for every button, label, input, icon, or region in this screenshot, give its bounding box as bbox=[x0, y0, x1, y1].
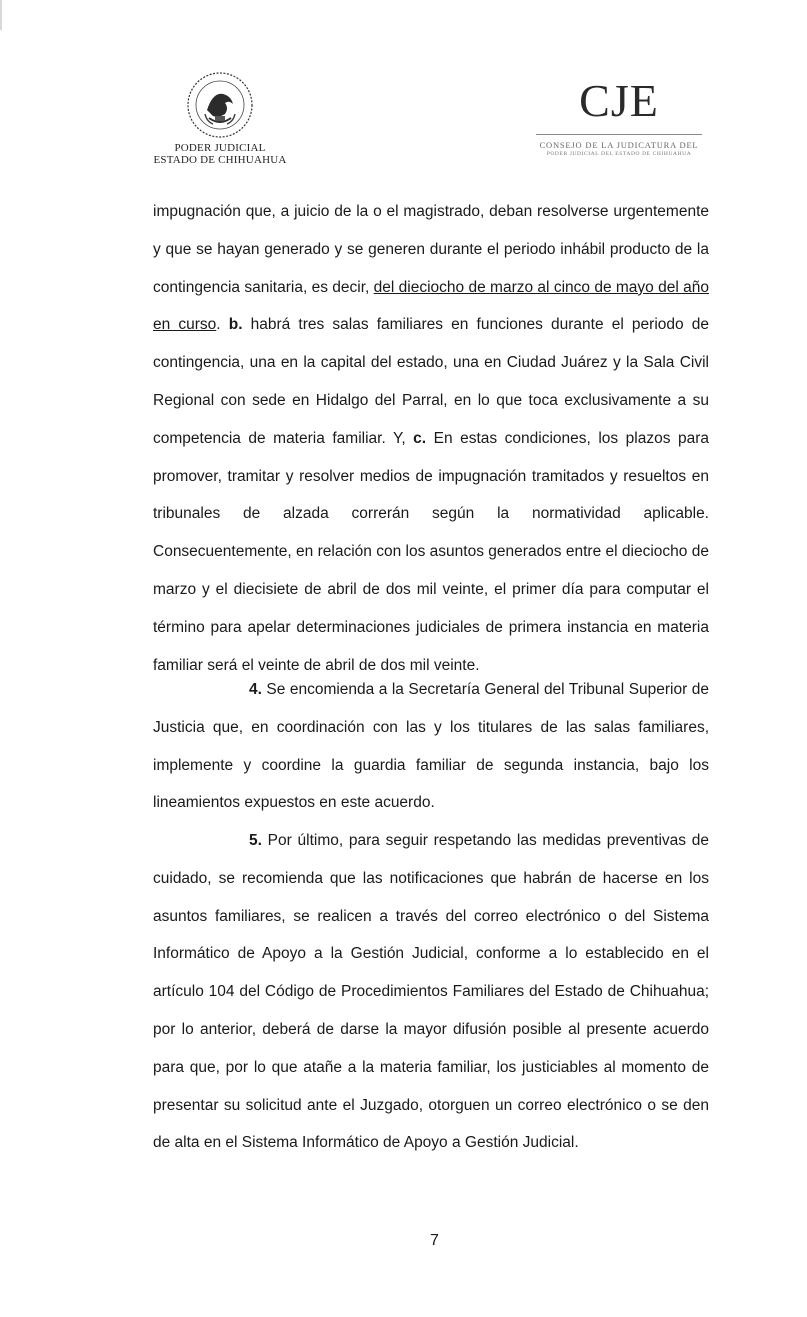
text-run: En estas condiciones, los plazos para promover, tramitar y resolver medios de impugnación tramitados y resueltos en tribunales de alzada correrán según la normatividad aplicable. Consecuentemente, en relación con los asuntos generados entre el dieciocho de marzo y el diecisiete de abril de dos mil veinte, el primer día para computar el término para apelar determinaciones judiciales de primera instancia en materia familiar será el veinte de abril de dos mil veinte. bbox=[153, 429, 709, 674]
cje-divider bbox=[536, 134, 702, 135]
cje-subtitle-line2: PODER JUDICIAL DEL ESTADO DE CHIHUAHUA bbox=[546, 151, 692, 157]
paragraph-text: Por último, para seguir respetando las medidas preventivas de cuidado, se recomienda que las notificaciones que habrán de hacerse en los asuntos familiares, se realicen a través del correo electrónico o del Sistema Informático de Apoyo a la Gestión Judicial, conforme a lo establecido en el artículo 104 del Código de Procedimientos Familiares del Estado de Chihuahua; por lo anterior, deberá de darse la mayor difusión posible al presente acuerdo para que, por lo que atañe a la materia familiar, los justiciables al momento de presentar su solicitud ante el Juzgado, otorguen un correo electrónico o se den de alta en el Sistema Informático de Apoyo a Gestión Judicial. bbox=[153, 832, 709, 1152]
paragraph-number: 4. bbox=[249, 681, 262, 698]
paragraph-continuation bbox=[153, 193, 709, 684]
page-edge bbox=[0, 0, 2, 30]
paragraph-5 bbox=[153, 822, 709, 1162]
page-number: 7 bbox=[430, 1232, 439, 1249]
paragraph-4 bbox=[153, 671, 709, 822]
underlined-date-range: del dieciocho de marzo al cinco de mayo del año en curso bbox=[153, 278, 709, 334]
item-label-b: b. bbox=[228, 316, 243, 334]
poder-judicial-label: PODER JUDICIAL bbox=[174, 142, 266, 154]
coat-of-arms-icon bbox=[185, 70, 255, 140]
cje-header bbox=[536, 75, 702, 158]
cje-logo: CJE bbox=[579, 75, 659, 126]
text-run: . bbox=[216, 316, 229, 334]
text-run: impugnación que, a juicio de la o el magistrado, deban resolverse urgentemente y que se hayan generado y se generen durante el periodo inhábil producto de la contingencia sanitaria, es decir, bbox=[153, 203, 709, 296]
paragraph-number: 5. bbox=[249, 832, 262, 849]
poder-judicial-header bbox=[150, 70, 290, 166]
text-run: habrá tres salas familiares en funciones durante el periodo de contingencia, una en la capital del estado, una en Ciudad Juárez y la Sala Civil Regional con sede en Hidalgo del Parral, en lo que toca exclusivamente a su competencia de materia familiar. Y, bbox=[153, 316, 709, 447]
estado-label: ESTADO DE CHIHUAHUA bbox=[153, 154, 287, 166]
cje-subtitle-line1: CONSEJO DE LA JUDICATURA DEL bbox=[539, 140, 699, 150]
paragraph-text: Se encomienda a la Secretaría General del Tribunal Superior de Justicia que, en coordinación con las y los titulares de las salas familiares, implemente y coordine la guardia familiar de segunda instancia, bajo los lineamientos expuestos en este acuerdo. bbox=[153, 681, 709, 812]
item-label-c: c. bbox=[413, 429, 427, 447]
